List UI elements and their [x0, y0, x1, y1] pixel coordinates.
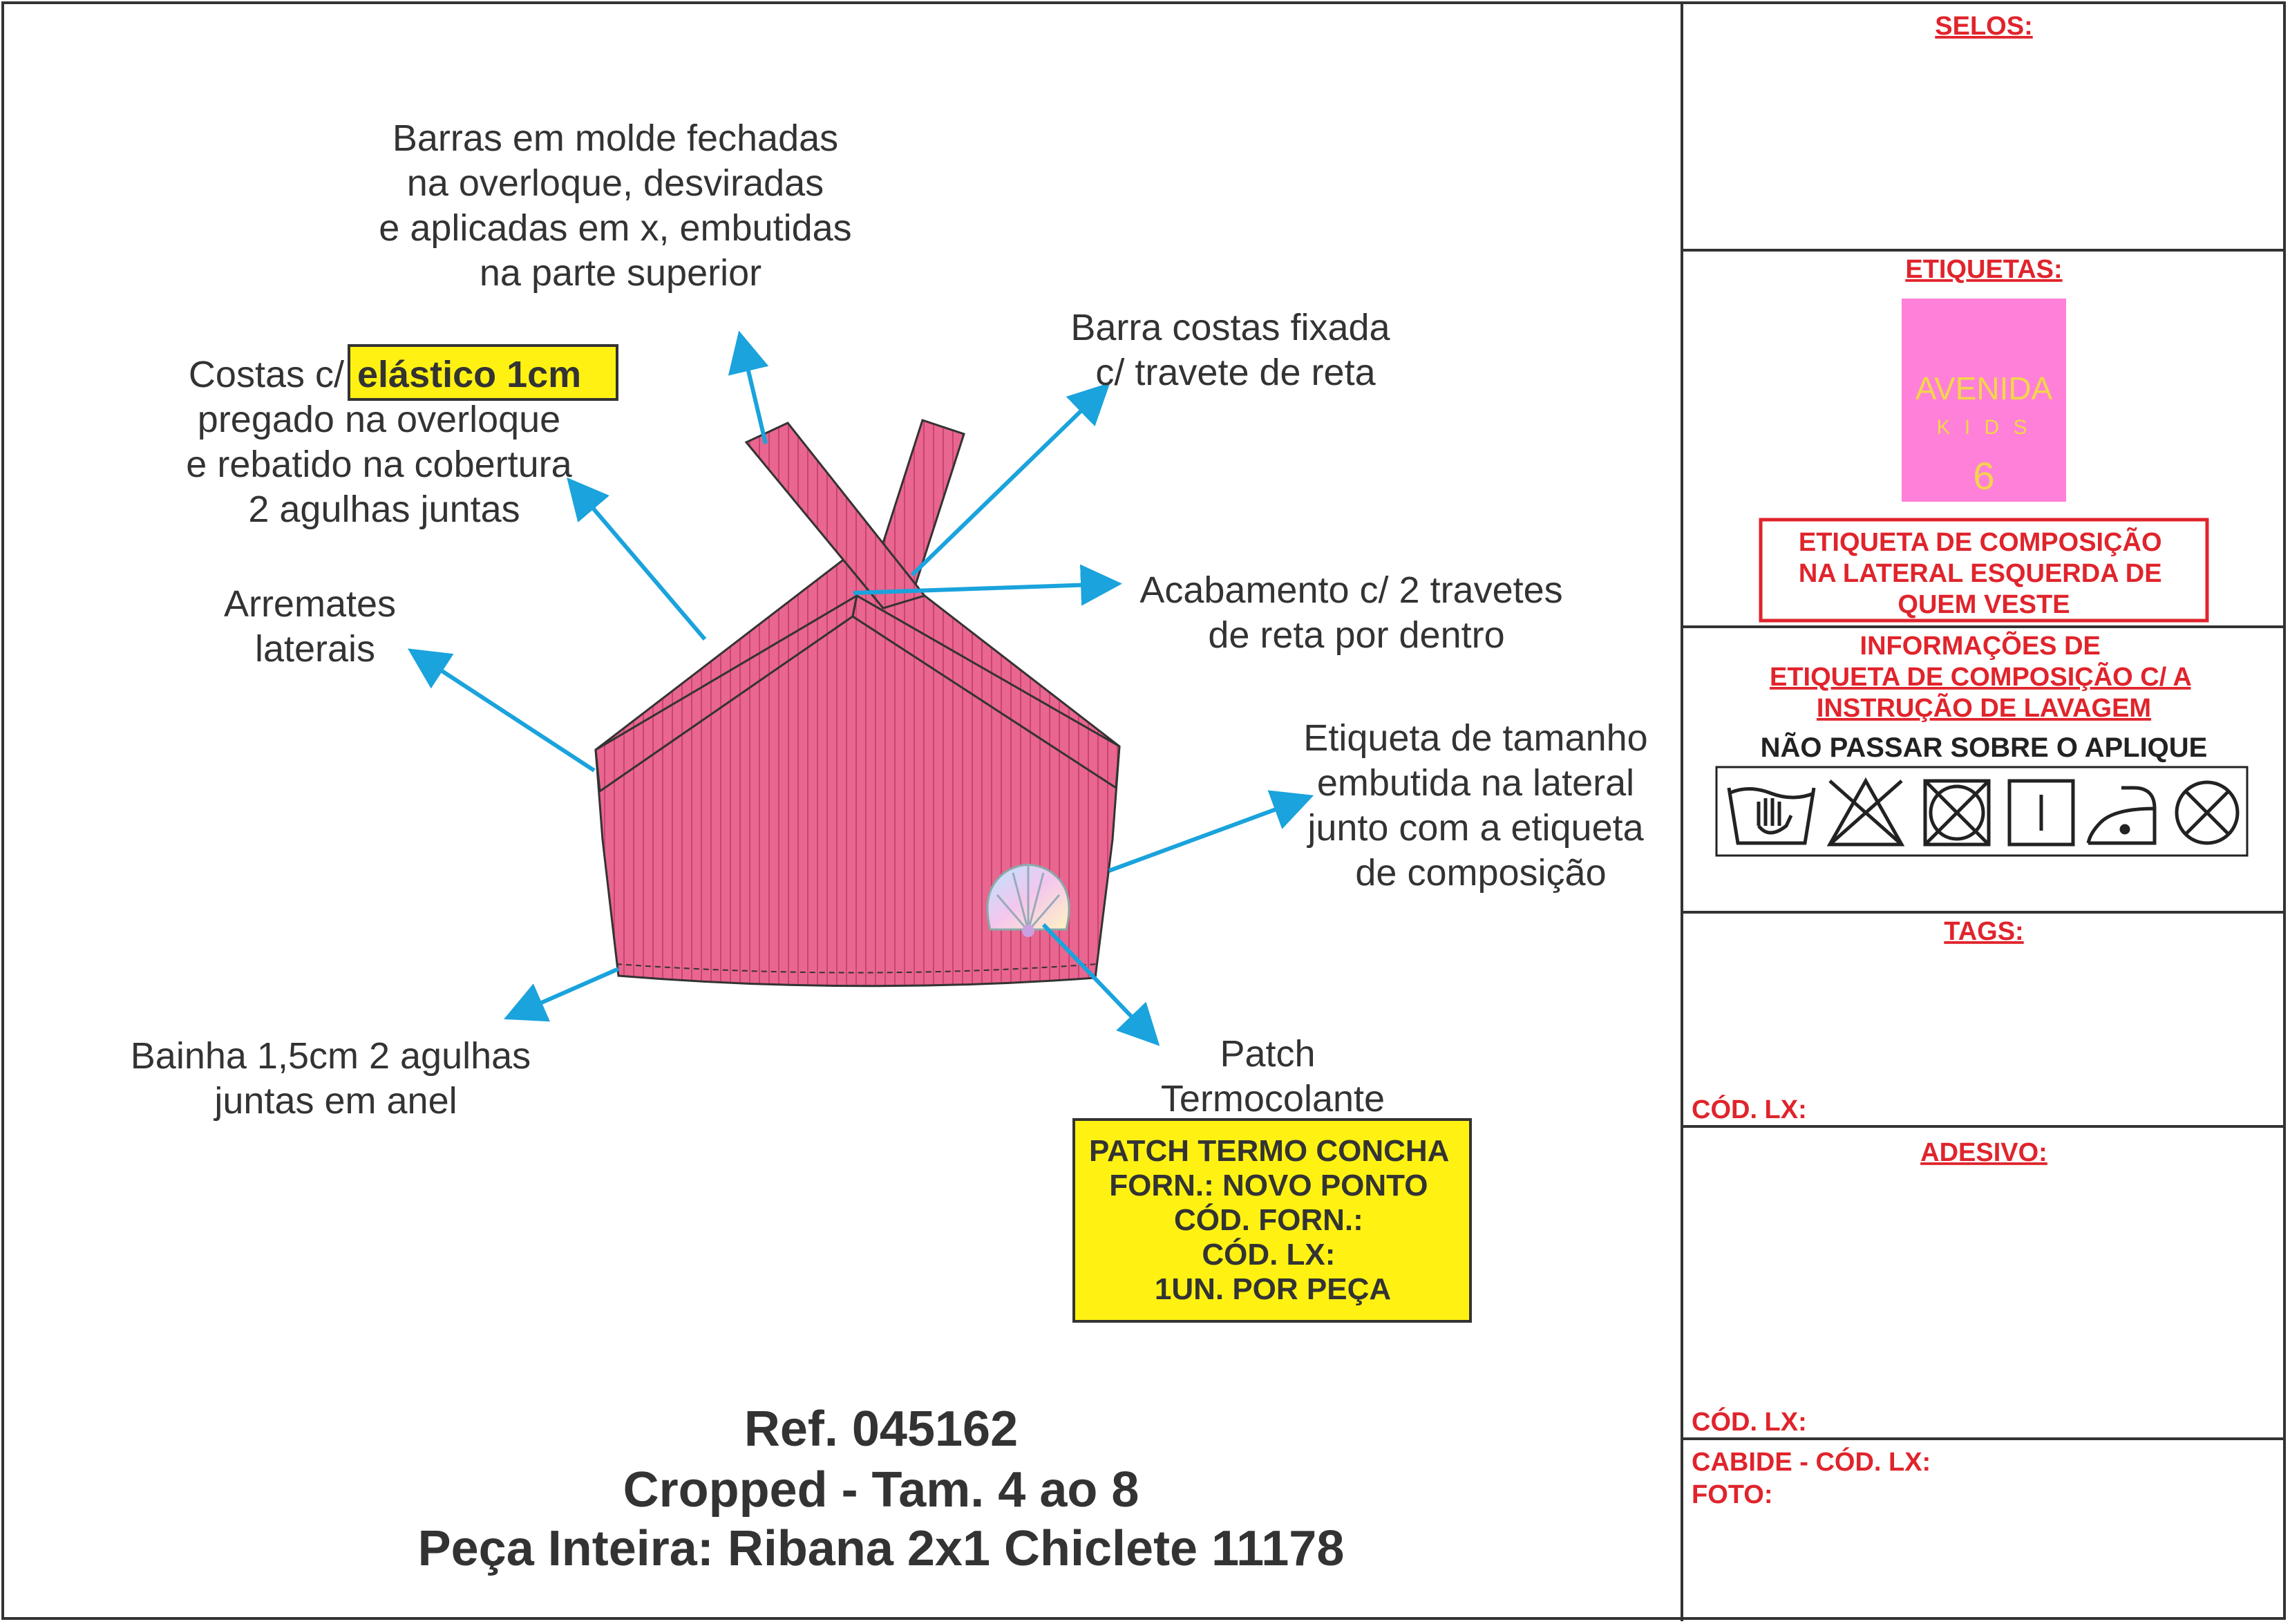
label-size: 6 [1973, 454, 1995, 498]
tags-cod-lx: CÓD. LX: [1692, 1095, 1807, 1124]
label-brand: AVENIDA [1915, 370, 2053, 406]
note-barra-costas: Barra costas fixada c/ travete de reta [1070, 307, 1390, 393]
informacoes-text: INFORMAÇÕES DE ETIQUETA DE COMPOSIÇÃO C/ A INSTRUÇÃO DE LAVAGEM [1770, 632, 2191, 723]
product-fabric: Peça Inteira: Ribana 2x1 Chiclete 11178 [417, 1521, 1345, 1576]
no-dry-clean-icon [2177, 782, 2237, 843]
note-patch: Patch Termocolante [1160, 1033, 1385, 1120]
etiquetas-title: ETIQUETAS: [1905, 255, 2063, 284]
note-costas [186, 346, 617, 530]
note-etiqueta-tamanho: Etiqueta de tamanho embutida na lateral junto com a etiqueta de composição [1303, 717, 1648, 894]
care-symbols [1716, 767, 2247, 856]
product-info [418, 1401, 1345, 1576]
foto-label: FOTO: [1692, 1480, 1773, 1509]
selos-title: SELOS: [1935, 12, 2033, 41]
note-barras-molde: Barras em molde fechadas na overloque, desviradas e aplicadas em x, embutidas na parte superior [379, 117, 852, 294]
product-ref: Ref. 045162 [744, 1401, 1019, 1457]
note-acabamento: Acabamento c/ 2 travetes de reta por dentro [1139, 569, 1563, 656]
label-sub: K I D S [1936, 416, 2032, 439]
nao-passar-text: NÃO PASSAR SOBRE O APLIQUE [1760, 733, 2208, 763]
svg-text:ETIQUETA DE COMPOSIÇÃO N: ETIQUETA DE COMPOSIÇÃO NA LATERAL ESQUERDA DE QUEM VESTE [1798, 528, 2162, 619]
no-bleach-icon [1830, 781, 1902, 844]
tags-title: TAGS: [1944, 917, 2024, 946]
svg-text:PATCH TERMO CONCHA FORN.: PATCH TERMO CONCHA FORN.: NOVO PONTO CÓD. FORN.: CÓD. LX: 1UN. POR PEÇA [1088, 1134, 1448, 1306]
line-dry-icon [2009, 781, 2073, 844]
product-name: Cropped - Tam. 4 ao 8 [623, 1462, 1139, 1518]
adesivo-cod-lx: CÓD. LX: [1692, 1408, 1807, 1437]
hand-wash-icon [1729, 788, 1814, 843]
adesivo-title: ADESIVO: [1920, 1138, 2047, 1167]
cabide-cod-lx: CABIDE - CÓD. LX: [1692, 1448, 1931, 1477]
svg-text:pregado na overloque e r: pregado na overloque e rebatido na cobertura 2 agulhas juntas [186, 399, 572, 530]
note-arremates: Arremates laterais [223, 583, 397, 670]
no-tumble-dry-icon [1925, 781, 1989, 844]
composicao-box [1761, 520, 2207, 621]
patch-spec-box [1074, 1120, 1470, 1321]
cropped-garment-drawing [596, 420, 1119, 986]
brand-label [1902, 299, 2066, 502]
iron-low-icon [2088, 788, 2155, 843]
costas-highlight-text: elástico 1cm [357, 354, 582, 395]
note-bainha: Bainha 1,5cm 2 agulhas juntas em anel [130, 1035, 531, 1122]
costas-prefix: Costas c/ [188, 354, 344, 395]
